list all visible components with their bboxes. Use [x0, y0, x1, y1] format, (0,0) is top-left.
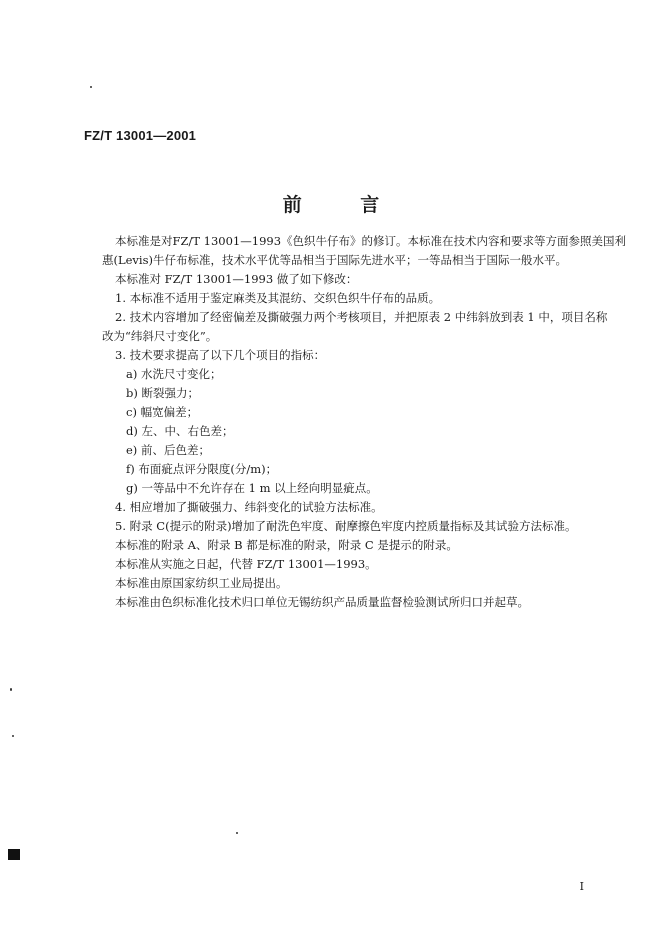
paragraph-appendices: 本标准的附录 A、附录 B 都是标准的附录，附录 C 是提示的附录。 [115, 538, 458, 552]
sub-item-f: f) 布面疵点评分限度(分/m)； [126, 462, 278, 476]
paragraph-proposer: 本标准由原国家纺织工业局提出。 [115, 576, 288, 590]
paragraph-intro-line2: 惠(Levis)牛仔布标准，技术水平优等品相当于国际先进水平；一等品相当于国际一般水平。 [102, 253, 567, 267]
sub-item-b: b) 断裂强力； [126, 386, 200, 400]
page-title: 前 言 [282, 194, 406, 216]
sub-item-e: e) 前、后色差； [126, 443, 210, 457]
foreword-body [102, 232, 627, 612]
standard-code: FZ/T 13001—2001 [84, 128, 197, 143]
paragraph-drafter: 本标准由色织标准化技术归口单位无锡纺织产品质量监督检验测试所归口并起草。 [115, 595, 529, 609]
list-item-2-line2: 改为“纬斜尺寸变化”。 [102, 329, 218, 343]
sub-item-c: c) 幅宽偏差； [126, 405, 199, 419]
scan-speck [10, 688, 12, 691]
list-item-1: 1. 本标准不适用于鉴定麻类及其混纺、交织色织牛仔布的品质。 [115, 291, 441, 305]
sub-item-a: a) 水洗尺寸变化； [126, 367, 222, 381]
scan-speck [90, 86, 92, 88]
list-item-2-line1: 2. 技术内容增加了经密偏差及撕破强力两个考核项目，并把原表 2 中纬斜放到表 1 中，项目名称 [115, 310, 608, 324]
page-number: I [579, 880, 584, 893]
paragraph-modifications: 本标准对 FZ/T 13001—1993 做了如下修改： [115, 272, 358, 286]
paragraph-replacement: 本标准从实施之日起，代替 FZ/T 13001—1993。 [115, 557, 377, 571]
paragraph-intro-line1: 本标准是对FZ/T 13001—1993《色织牛仔布》的修订。本标准在技术内容和要求等方面参照美国利 [115, 234, 627, 248]
scan-mark [8, 849, 20, 860]
list-item-3: 3. 技术要求提高了以下几个项目的指标： [115, 348, 326, 362]
list-item-4: 4. 相应增加了撕破强力、纬斜变化的试验方法标准。 [115, 500, 383, 514]
list-item-5: 5. 附录 C(提示的附录)增加了耐洗色牢度、耐摩擦色牢度内控质量指标及其试验方法标准。 [115, 519, 577, 533]
scan-speck [236, 832, 238, 834]
sub-item-d: d) 左、中、右色差； [126, 424, 234, 438]
sub-item-g: g) 一等品中不允许存在 1 m 以上经向明显疵点。 [126, 481, 378, 495]
scan-speck [12, 735, 14, 737]
